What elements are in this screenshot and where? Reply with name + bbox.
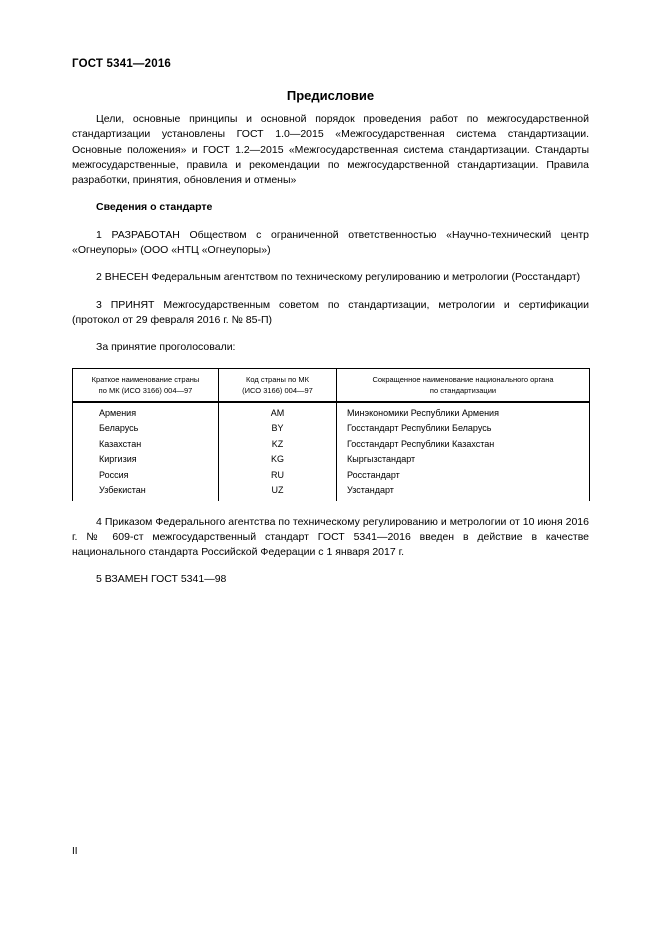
table-row xyxy=(73,421,590,437)
clause-item-5: 5 ВЗАМЕН ГОСТ 5341—98 xyxy=(96,573,227,586)
column-header-body-line2: по стандартизации xyxy=(429,385,497,395)
clause-item-1: 1 РАЗРАБОТАН Обществом с ограниченной ответственностью «Научно-технический центр «Огнеупоры» (ООО «НТЦ «Огнеупоры») xyxy=(72,228,589,257)
column-header-country xyxy=(73,368,219,402)
cell-code: KG xyxy=(219,452,337,468)
column-header-country-line1: Краткое наименование страны xyxy=(91,374,200,384)
cell-code: UZ xyxy=(219,483,337,501)
foreword-paragraph: Цели, основные принципы и основной порядок проведения работ по межгосударственной стандартизации установлены ГОСТ 1.0—2015 «Межгосударственная система стандартизации. Основные положения» и ГОСТ 1.2—2015 «Межгосударственная система стандартизации. Стандарты межгосударственные, правила и рекомендации по межгосударственной стандартизации. Правила разработки, принятия, обновления и отмены» xyxy=(72,113,589,187)
countries-table-body xyxy=(73,402,590,501)
column-header-code-line2: (ИСО 3166) 004—97 xyxy=(242,385,313,395)
section-heading-standard-info: Сведения о стандарте xyxy=(96,201,213,214)
cell-body: Госстандарт Республики Беларусь xyxy=(337,421,590,437)
vote-line: За принятие проголосовали: xyxy=(96,341,236,354)
cell-country: Беларусь xyxy=(73,421,219,437)
cell-country: Казахстан xyxy=(73,436,219,452)
table-row xyxy=(73,467,590,483)
cell-country: Узбекистан xyxy=(73,483,219,501)
table-header-row xyxy=(73,368,590,402)
table-row xyxy=(73,483,590,501)
page-number: II xyxy=(72,846,78,857)
table-row xyxy=(73,402,590,421)
cell-country: Армения xyxy=(73,402,219,421)
countries-table xyxy=(72,368,590,501)
column-header-code xyxy=(219,368,337,402)
clause-item-3: 3 ПРИНЯТ Межгосударственным советом по стандартизации, метрологии и сертификации (протокол от 29 февраля 2016 г. № 85-П) xyxy=(72,298,589,326)
cell-body: Госстандарт Республики Казахстан xyxy=(337,436,590,452)
column-header-body xyxy=(337,368,590,402)
cell-code: KZ xyxy=(219,436,337,452)
cell-country: Россия xyxy=(73,467,219,483)
column-header-code-line1: Код страны по МК xyxy=(246,374,309,384)
column-header-country-line2: по МК (ИСО 3166) 004—97 xyxy=(98,385,193,395)
page-header-standard-number: ГОСТ 5341—2016 xyxy=(72,58,172,70)
countries-table-header xyxy=(73,368,590,402)
cell-country: Киргизия xyxy=(73,452,219,468)
cell-code: BY xyxy=(219,421,337,437)
clause-item-2: 2 ВНЕСЕН Федеральным агентством по техническому регулированию и метрологии (Росстандарт) xyxy=(96,271,581,284)
cell-body: Узстандарт xyxy=(337,483,590,501)
cell-code: AM xyxy=(219,402,337,421)
column-header-body-line1: Сокращенное наименование национального органа xyxy=(372,374,554,384)
cell-body: Кыргызстандарт xyxy=(337,452,590,468)
table-row xyxy=(73,452,590,468)
page-content xyxy=(72,112,589,588)
table-row xyxy=(73,436,590,452)
cell-body: Росстандарт xyxy=(337,467,590,483)
cell-code: RU xyxy=(219,467,337,483)
page-title: Предисловие xyxy=(286,88,375,103)
clause-item-4: 4 Приказом Федерального агентства по техническому регулированию и метрологии от 10 июня 2016 г. № 609-ст межгосударственный стандарт ГОСТ 5341—2016 введен в действие в качестве национального стандарта Российской Федерации с 1 января 2017 г. xyxy=(72,515,589,559)
cell-body: Минэкономики Республики Армения xyxy=(337,402,590,421)
